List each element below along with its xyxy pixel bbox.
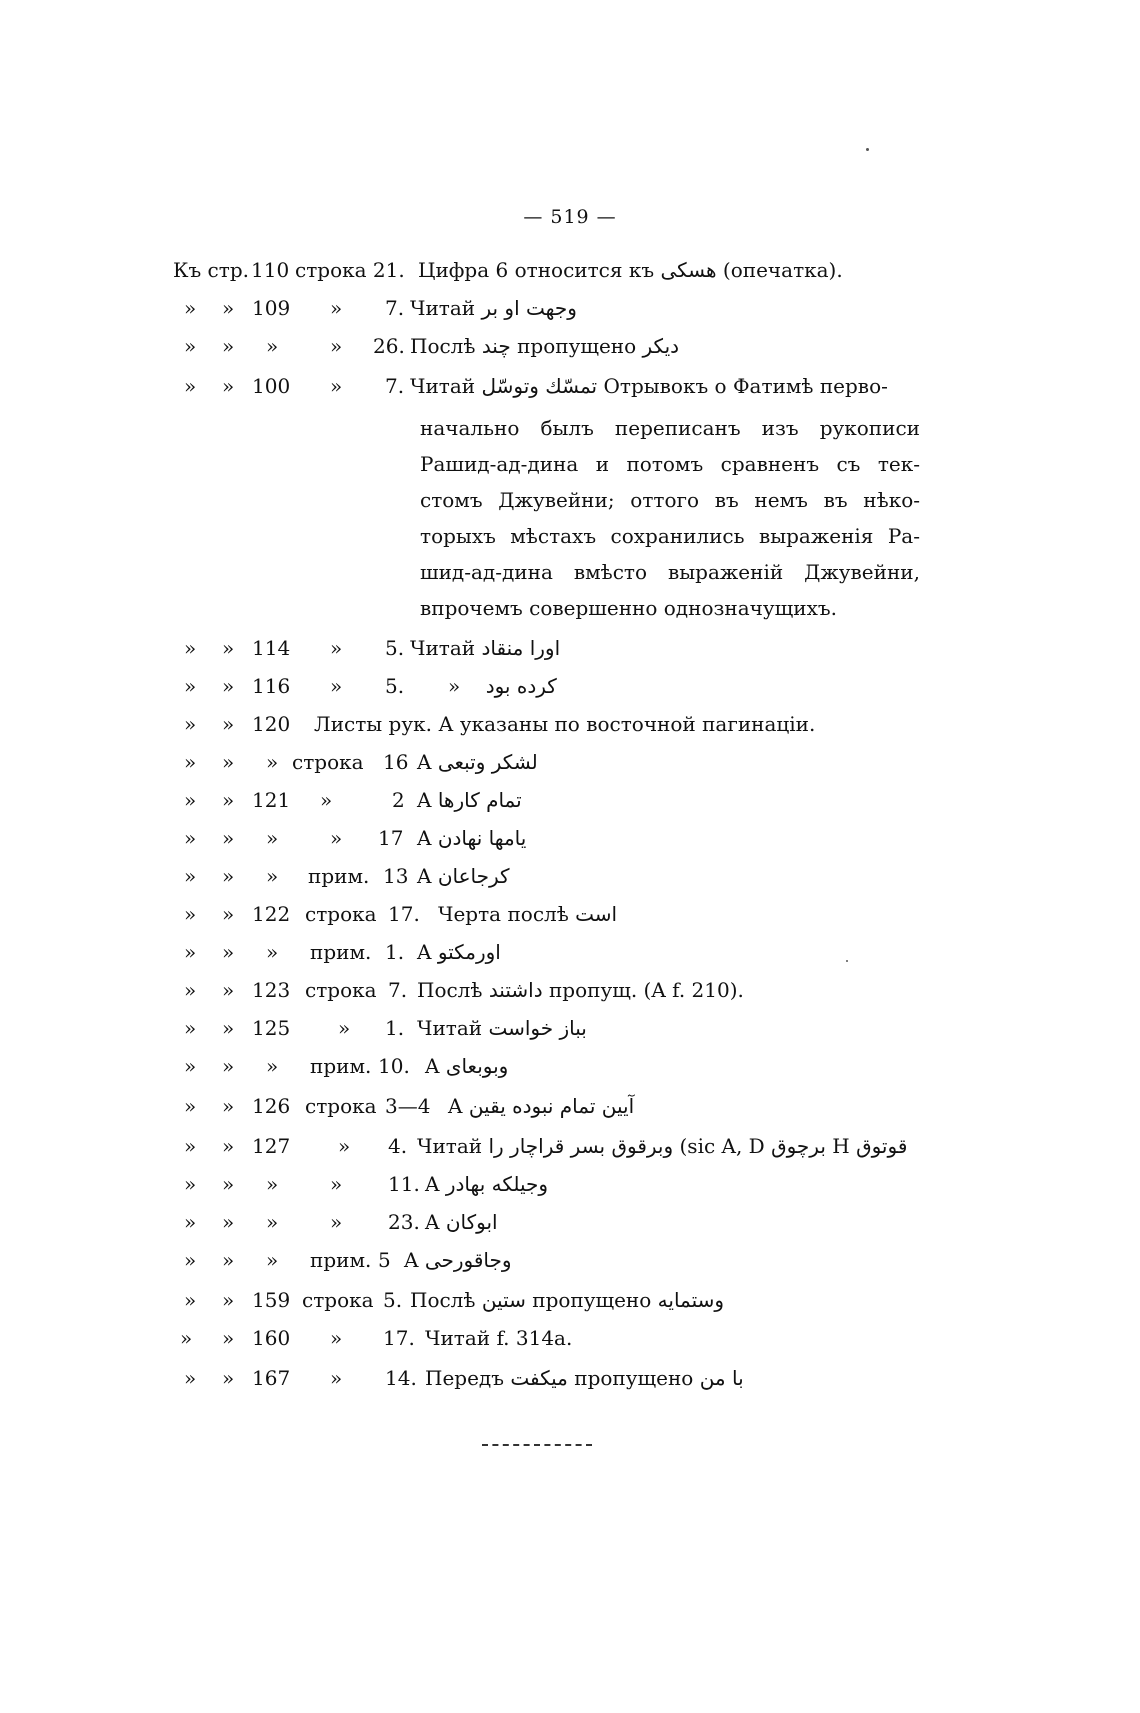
ditto-mark: » <box>184 1054 197 1078</box>
errata-row <box>0 258 1140 288</box>
ditto-mark: » <box>222 788 235 812</box>
row-text <box>417 750 538 774</box>
row-ref: строка <box>305 978 377 1002</box>
ditto-mark: » <box>184 1172 197 1196</box>
row-text <box>417 978 744 1002</box>
arabic-word: ابوکان <box>445 1210 498 1234</box>
row-page: 114 <box>252 636 291 660</box>
row-page: » <box>266 1054 279 1078</box>
row-page: 127 <box>252 1134 291 1158</box>
errata-row <box>0 1172 1140 1202</box>
row-ref: » <box>330 374 343 398</box>
arabic-word: وستمایه <box>657 1288 725 1312</box>
page-speck <box>866 148 869 151</box>
row-ref: » <box>330 1366 343 1390</box>
errata-row <box>0 636 1140 666</box>
errata-row <box>0 902 1140 932</box>
row-ref: строка <box>305 1094 377 1118</box>
row-page: 126 <box>252 1094 291 1118</box>
ditto-mark: » <box>222 1172 235 1196</box>
arabic-word: برچوق <box>771 1134 826 1158</box>
row-word: Послѣ <box>410 1288 476 1312</box>
ditto-mark: » <box>184 674 197 698</box>
row-page: » <box>266 864 279 888</box>
row-ref: прим. <box>308 864 370 888</box>
ditto-mark: » <box>222 1248 235 1272</box>
errata-row <box>0 788 1140 818</box>
row-after: пропущ. (A f. 210). <box>548 978 744 1002</box>
row-word: Читай <box>417 1134 483 1158</box>
row-word: Читай <box>425 1326 491 1350</box>
note-paragraph <box>420 410 920 626</box>
row-text <box>417 940 501 964</box>
errata-row <box>0 1248 1140 1278</box>
row-num: 11. <box>388 1172 420 1196</box>
errata-row <box>0 1094 1140 1124</box>
row-num: 17. <box>383 1326 415 1350</box>
row-num: 5 <box>378 1248 391 1272</box>
row-after: пропущено <box>574 1366 694 1390</box>
arabic-word: ستین <box>481 1288 526 1312</box>
row-page: 121 <box>252 788 291 812</box>
row-after: f. 314a. <box>496 1326 573 1350</box>
errata-row <box>0 1054 1140 1084</box>
row-col: строка 21. <box>295 258 405 282</box>
arabic-word: داشتند <box>488 978 543 1002</box>
row-text <box>417 1016 587 1040</box>
ditto-mark: » <box>222 334 235 358</box>
page-number: — 519 — <box>523 206 617 228</box>
row-page: » <box>266 1210 279 1234</box>
row-num: 7. <box>385 296 405 320</box>
row-text <box>438 902 617 926</box>
arabic-word: آیین تمام نبوده یقین <box>468 1094 635 1118</box>
ditto-mark: » <box>184 1094 197 1118</box>
row-ref: строка <box>292 750 364 774</box>
row-text-after: (опечатка). <box>722 258 843 282</box>
row-ref: » <box>330 674 343 698</box>
row-ref: прим. <box>310 1248 372 1272</box>
row-num: 3—4 <box>385 1094 431 1118</box>
row-text <box>425 1054 508 1078</box>
ditto-mark: » <box>222 712 235 736</box>
row-ref: строка <box>302 1288 374 1312</box>
arabic-word: هسكی <box>660 258 717 282</box>
row-after: H <box>832 1134 850 1158</box>
arabic-word: کرده بود <box>485 674 557 698</box>
note-line: торыхъ мѣстахъ сохранились выраженія Ра- <box>420 524 920 548</box>
arabic-word: اورمکتو <box>437 940 501 964</box>
row-num: 26. <box>373 334 405 358</box>
row-word: » <box>448 674 461 698</box>
row-text <box>410 334 679 358</box>
row-num: 17. <box>388 902 420 926</box>
arabic-word: بباز خواست <box>488 1016 587 1040</box>
row-num: 17 <box>378 826 404 850</box>
arabic-word: یامها نهادن <box>437 826 527 850</box>
errata-row <box>0 978 1140 1008</box>
row-text <box>404 1248 512 1272</box>
row-text <box>425 1366 744 1390</box>
row-text <box>448 674 557 698</box>
row-text <box>410 1288 724 1312</box>
ditto-mark: » <box>184 636 197 660</box>
row-after: (sic A, D <box>679 1134 765 1158</box>
row-word: A <box>417 864 432 888</box>
row-word: Читай <box>410 636 476 660</box>
ditto-mark: » <box>222 1054 235 1078</box>
ditto-mark: » <box>184 940 197 964</box>
row-page: 120 <box>252 712 291 736</box>
errata-row <box>0 334 1140 364</box>
row-num: 7. <box>388 978 408 1002</box>
ditto-mark: » <box>222 374 235 398</box>
row-text <box>425 1326 572 1350</box>
row-word: A <box>404 1248 419 1272</box>
row-text <box>410 636 560 660</box>
row-text-before: Цифра 6 относится къ <box>418 258 655 282</box>
row-word: Читай <box>410 374 476 398</box>
arabic-word: وجاقورحی <box>424 1248 512 1272</box>
errata-row <box>0 1210 1140 1240</box>
ditto-mark: » <box>184 374 197 398</box>
arabic-word: کرجاعان <box>437 864 510 888</box>
page-speck <box>846 960 848 962</box>
row-num: 1. <box>385 1016 405 1040</box>
ditto-mark: » <box>222 1134 235 1158</box>
row-after: Отрывокъ о Фатимѣ перво- <box>603 374 888 398</box>
row-ref: прим. <box>310 1054 372 1078</box>
note-line: Рашид-ад-дина и потомъ сравненъ съ тек- <box>420 452 920 476</box>
row-ref: строка <box>305 902 377 926</box>
ditto-mark: » <box>184 1288 197 1312</box>
row-num: 2 <box>392 788 405 812</box>
row-page: » <box>266 1248 279 1272</box>
row-ref: » <box>330 1172 343 1196</box>
row-page: 125 <box>252 1016 291 1040</box>
row-page: 100 <box>252 374 291 398</box>
row-num: 23. <box>388 1210 420 1234</box>
row-ref: » <box>330 334 343 358</box>
errata-row <box>0 674 1140 704</box>
arabic-word: قوتوق <box>856 1134 908 1158</box>
ditto-mark: » <box>184 1248 197 1272</box>
ditto-mark: » <box>184 788 197 812</box>
row-text <box>418 258 843 282</box>
row-num: 5. <box>383 1288 403 1312</box>
row-word: A <box>425 1210 440 1234</box>
errata-row <box>0 1016 1140 1046</box>
arabic-word: چند <box>481 334 511 358</box>
row-page: 110 <box>251 258 290 282</box>
row-page: 160 <box>252 1326 291 1350</box>
ditto-mark: » <box>184 712 197 736</box>
row-ref: » <box>330 826 343 850</box>
ditto-mark: » <box>184 978 197 1002</box>
row-num: 7. <box>385 374 405 398</box>
row-word: A <box>425 1054 440 1078</box>
row-text <box>417 826 526 850</box>
errata-row <box>0 750 1140 780</box>
errata-row <box>0 940 1140 970</box>
ditto-mark: » <box>222 1288 235 1312</box>
ditto-mark: » <box>222 826 235 850</box>
row-page: 122 <box>252 902 291 926</box>
row-word: A <box>417 826 432 850</box>
arabic-word: لشکر وتبعی <box>437 750 538 774</box>
row-after: пропущено <box>517 334 637 358</box>
ditto-mark: » <box>222 978 235 1002</box>
arabic-word: وبوبعای <box>445 1054 509 1078</box>
row-text <box>410 296 577 320</box>
errata-row <box>0 1366 1140 1396</box>
errata-row <box>0 1288 1140 1318</box>
row-num: 4. <box>388 1134 408 1158</box>
row-page: » <box>266 334 279 358</box>
row-num: 5. <box>385 674 405 698</box>
ditto-mark: » <box>222 296 235 320</box>
errata-row <box>0 826 1140 856</box>
ditto-mark: » <box>184 826 197 850</box>
row-ref: прим. <box>310 940 372 964</box>
row-text <box>417 864 510 888</box>
row-ref: » <box>330 1210 343 1234</box>
row-page: » <box>266 826 279 850</box>
errata-row <box>0 296 1140 326</box>
arabic-word: تمام کارها <box>437 788 522 812</box>
ditto-mark: » <box>222 1210 235 1234</box>
note-line: впрочемъ совершенно однозначущихъ. <box>420 596 837 620</box>
arabic-word: وجهت او بر <box>481 296 577 320</box>
row-page: 109 <box>252 296 291 320</box>
row-word: A <box>417 940 432 964</box>
row-page: 123 <box>252 978 291 1002</box>
row-after: пропущено <box>532 1288 652 1312</box>
ditto-mark: » <box>222 940 235 964</box>
row-word: Читай <box>410 296 476 320</box>
errata-row <box>0 374 1140 404</box>
row-ref: » <box>338 1134 351 1158</box>
ditto-mark: » <box>180 1326 193 1350</box>
row-page: 116 <box>252 674 291 698</box>
row-page: 167 <box>252 1366 291 1390</box>
row-num: 1. <box>385 940 405 964</box>
ditto-mark: » <box>222 636 235 660</box>
ditto-mark: » <box>222 674 235 698</box>
row-word: A <box>425 1172 440 1196</box>
arabic-word: دیکر <box>642 334 680 358</box>
note-line: шид-ад-дина вмѣсто выраженій Джувейни, <box>420 560 920 584</box>
row-word: Послѣ <box>410 334 476 358</box>
row-ref: » <box>338 1016 351 1040</box>
arabic-word: وبرقوق بسر قراچار را <box>488 1134 674 1158</box>
row-page: » <box>266 1172 279 1196</box>
ditto-mark: » <box>222 750 235 774</box>
row-num: 14. <box>385 1366 417 1390</box>
row-num: 10. <box>378 1054 410 1078</box>
row-ref: » <box>330 636 343 660</box>
arabic-word: میکفت <box>510 1366 568 1390</box>
ditto-mark: » <box>184 1210 197 1234</box>
row-lead: Къ стр. <box>173 258 249 282</box>
row-word: A <box>417 750 432 774</box>
row-text <box>448 1094 634 1118</box>
closing-rule <box>482 1444 592 1446</box>
row-text <box>425 1172 548 1196</box>
arabic-word: با من <box>699 1366 744 1390</box>
arabic-word: اورا منقاد <box>481 636 561 660</box>
arabic-word: وجیلکه بهادر <box>445 1172 549 1196</box>
ditto-mark: » <box>184 1366 197 1390</box>
errata-row <box>0 1134 1140 1164</box>
row-text <box>425 1210 498 1234</box>
note-line: стомъ Джувейни; оттого въ немъ въ нѣко- <box>420 488 920 512</box>
ditto-mark: » <box>222 1326 235 1350</box>
row-page: 159 <box>252 1288 291 1312</box>
row-ref: Листы рук. А указаны по восточной пагинаціи. <box>314 712 816 736</box>
row-word: Послѣ <box>417 978 483 1002</box>
row-word: Черта послѣ <box>438 902 569 926</box>
row-text <box>410 374 888 398</box>
ditto-mark: » <box>184 1134 197 1158</box>
ditto-mark: » <box>184 334 197 358</box>
ditto-mark: » <box>184 902 197 926</box>
arabic-word: تمسّك وتوسّل <box>481 374 598 398</box>
ditto-mark: » <box>222 1094 235 1118</box>
row-ref: » <box>330 1326 343 1350</box>
row-num: 16 <box>383 750 409 774</box>
ditto-mark: » <box>222 864 235 888</box>
row-word: Передъ <box>425 1366 504 1390</box>
ditto-mark: » <box>184 296 197 320</box>
row-ref: » <box>320 788 333 812</box>
arabic-word: است <box>575 902 618 926</box>
note-line: начально былъ переписанъ изъ рукописи <box>420 416 920 440</box>
ditto-mark: » <box>184 864 197 888</box>
row-page: » <box>266 750 279 774</box>
row-num: 5. <box>385 636 405 660</box>
errata-row <box>0 712 1140 742</box>
ditto-mark: » <box>184 750 197 774</box>
errata-row <box>0 1326 1140 1356</box>
row-num: 13 <box>383 864 409 888</box>
row-text <box>417 788 522 812</box>
ditto-mark: » <box>222 1016 235 1040</box>
row-text <box>417 1134 907 1158</box>
row-word: A <box>448 1094 463 1118</box>
row-word: A <box>417 788 432 812</box>
ditto-mark: » <box>184 1016 197 1040</box>
ditto-mark: » <box>222 1366 235 1390</box>
row-ref: » <box>330 296 343 320</box>
errata-row <box>0 864 1140 894</box>
row-word: Читай <box>417 1016 483 1040</box>
ditto-mark: » <box>222 902 235 926</box>
row-page: » <box>266 940 279 964</box>
